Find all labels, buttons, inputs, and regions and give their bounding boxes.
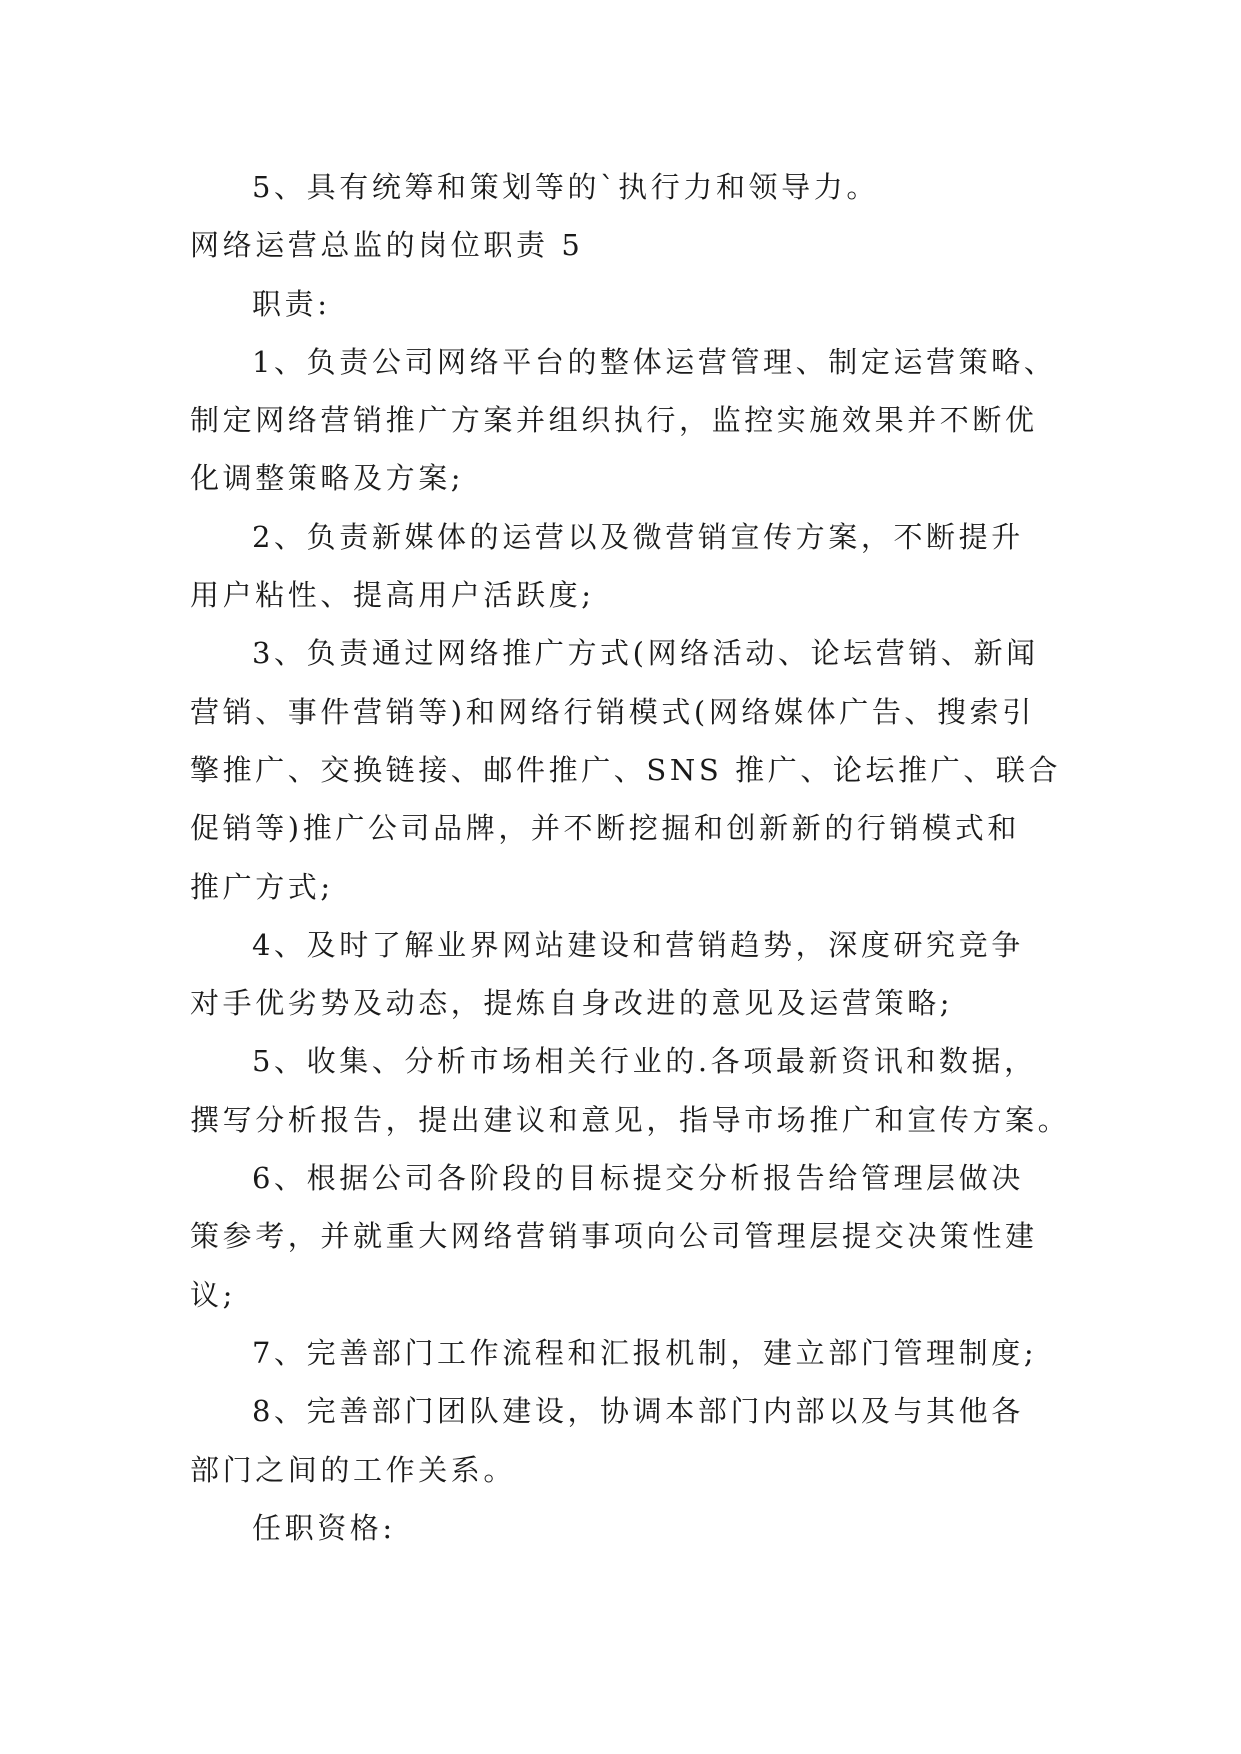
text-line: 推广方式;	[190, 869, 334, 904]
text-line: 8、完善部门团队建设，协调本部门内部以及与其他各	[252, 1394, 1024, 1429]
text-line: 4、及时了解业界网站建设和营销趋势，深度研究竞争	[252, 927, 1024, 962]
subheading-duties: 职责:	[252, 286, 331, 321]
text-line: 制定网络营销推广方案并组织执行，监控实施效果并不断优	[190, 403, 1038, 438]
text-line: 3、负责通过网络推广方式(网络活动、论坛营销、新闻	[252, 636, 1039, 671]
document-body	[190, 158, 1071, 1557]
text-line: 擎推广、交换链接、邮件推广、SNS 推广、论坛推广、联合	[190, 752, 1062, 787]
text-line: 用户粘性、提高用户活跃度;	[190, 578, 595, 613]
text-line: 策参考，并就重大网络营销事项向公司管理层提交决策性建	[190, 1219, 1038, 1254]
text-line: 5、收集、分析市场相关行业的.各项最新资讯和数据，	[252, 1044, 1037, 1079]
text-line: 1、负责公司网络平台的整体运营管理、制定运营策略、	[252, 344, 1057, 379]
text-line: 撰写分析报告，提出建议和意见，指导市场推广和宣传方案。	[190, 1102, 1071, 1137]
text-line: 7、完善部门工作流程和汇报机制，建立部门管理制度;	[252, 1335, 1038, 1370]
text-line: 2、负责新媒体的运营以及微营销宣传方案，不断提升	[252, 519, 1024, 554]
text-line: 化调整策略及方案;	[190, 461, 465, 496]
text-line: 5、具有统筹和策划等的`执行力和领导力。	[252, 170, 879, 204]
text-line: 对手优劣势及动态，提炼自身改进的意见及运营策略;	[190, 986, 954, 1021]
text-line: 部门之间的工作关系。	[190, 1452, 517, 1487]
subheading-qualifications: 任职资格:	[252, 1510, 396, 1545]
text-line: 6、根据公司各阶段的目标提交分析报告给管理层做决	[252, 1161, 1024, 1196]
section-heading: 网络运营总监的岗位职责 5	[190, 228, 584, 263]
text-line: 促销等)推广公司品牌，并不断挖掘和创新新的行销模式和	[190, 811, 1020, 846]
text-line: 议;	[190, 1277, 236, 1312]
text-line: 营销、事件营销等)和网络行销模式(网络媒体广告、搜索引	[190, 694, 1035, 729]
